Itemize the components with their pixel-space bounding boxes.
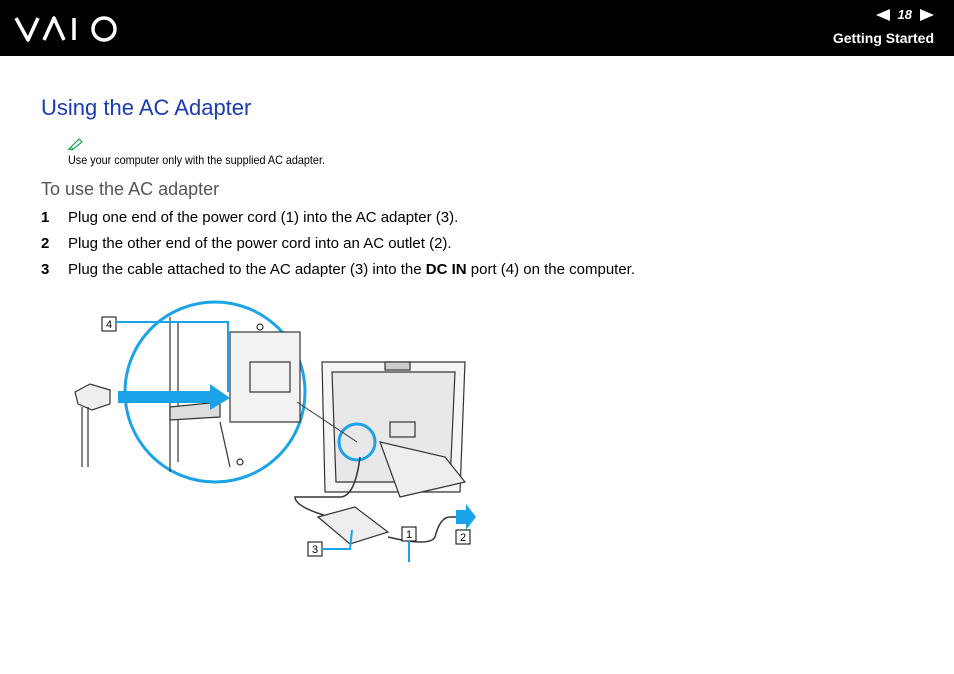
- step-text: [68, 261, 635, 278]
- page-header: [0, 0, 954, 56]
- step-text-part: Plug the cable attached to the AC adapter (3) into the: [68, 261, 426, 278]
- procedure-heading: To use the AC adapter: [41, 179, 220, 199]
- callout-2: 2: [459, 532, 467, 544]
- next-page-icon[interactable]: [920, 9, 934, 21]
- callout-3: 3: [311, 544, 319, 556]
- note-pencil-icon: [67, 137, 85, 151]
- page-number: 18: [897, 7, 912, 22]
- step-number: 3: [41, 261, 50, 278]
- callout-1: 1: [405, 529, 413, 541]
- section-title: Getting Started: [832, 30, 934, 46]
- ac-adapter-illustration: [70, 292, 490, 582]
- note-text: Use your computer only with the supplied AC adapter.: [68, 153, 325, 167]
- previous-page-icon[interactable]: [876, 9, 890, 21]
- dc-in-label: DC IN: [425, 261, 467, 278]
- step-text: Plug the other end of the power cord into an AC outlet (2).: [68, 235, 452, 252]
- step-number: 2: [41, 235, 50, 252]
- step-text-part: port (4) on the computer.: [466, 261, 636, 278]
- page-title: Using the AC Adapter: [41, 95, 252, 120]
- page-navigation: [876, 7, 934, 22]
- callout-4: 4: [105, 319, 113, 331]
- step-text: Plug one end of the power cord (1) into the AC adapter (3).: [68, 209, 459, 226]
- vaio-logo: [14, 14, 124, 44]
- step-number: 1: [41, 209, 50, 226]
